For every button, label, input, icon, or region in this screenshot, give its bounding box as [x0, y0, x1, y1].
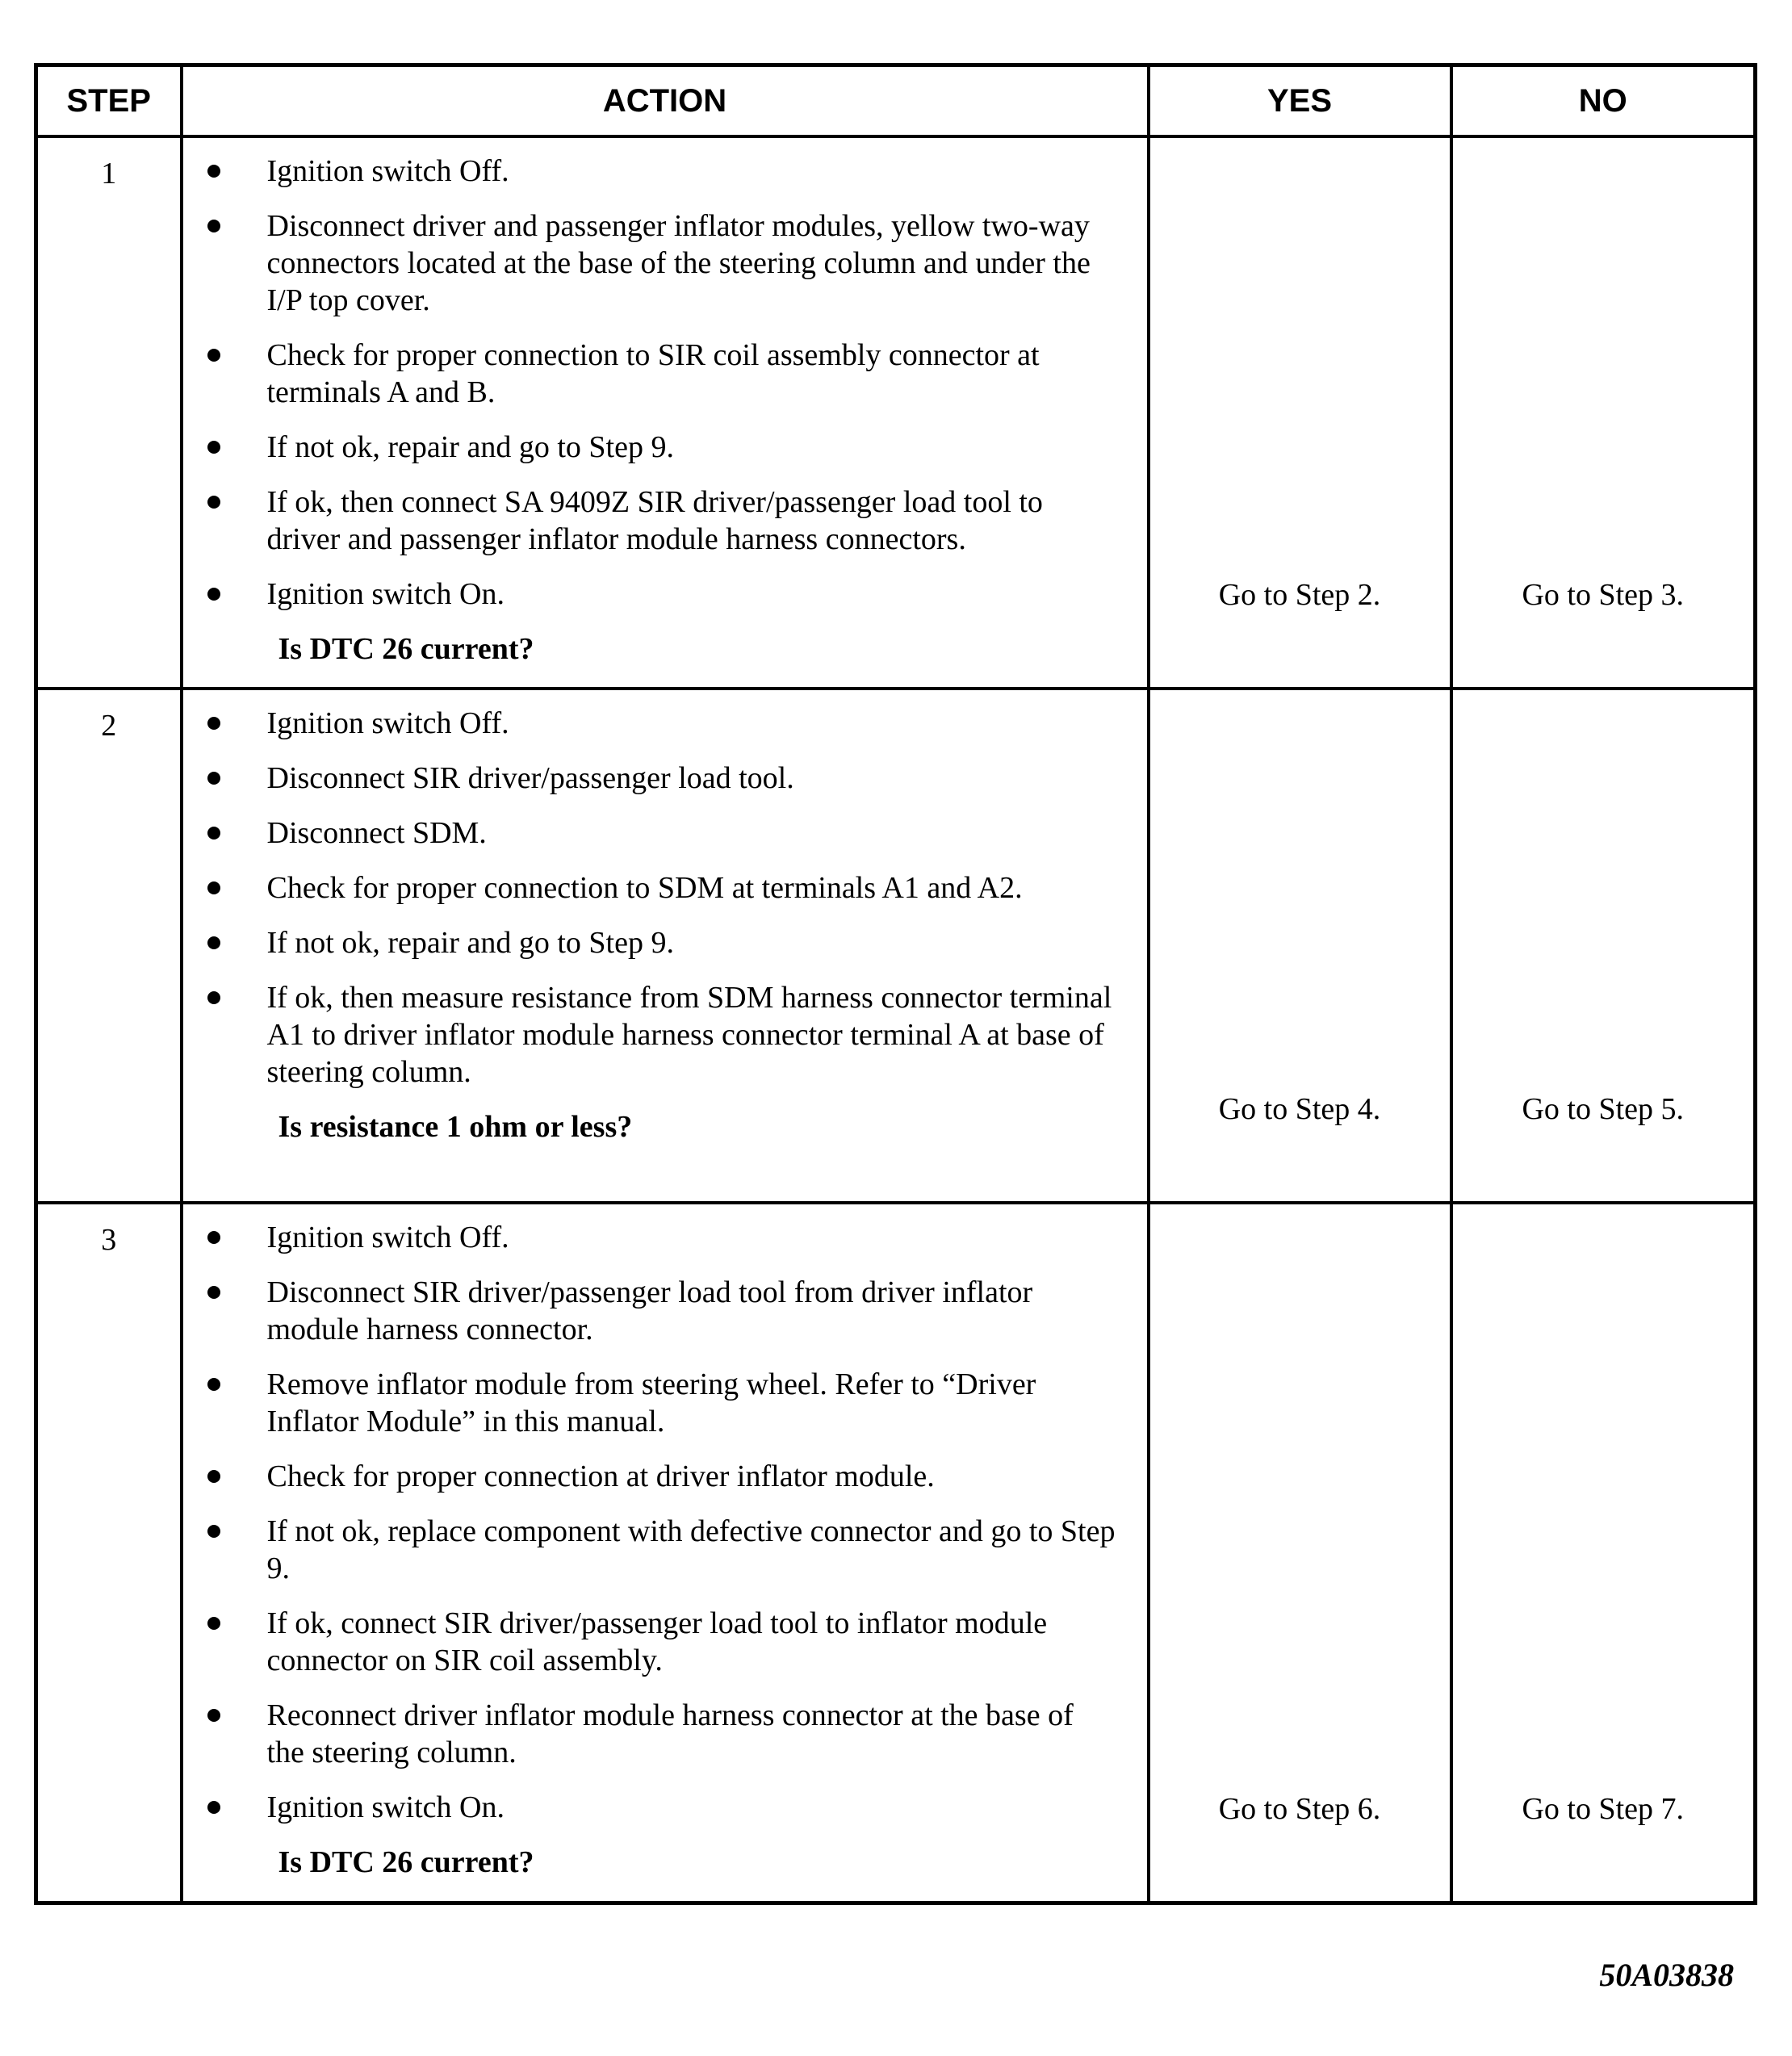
- bullet-icon: [207, 1709, 220, 1722]
- step-question: Is resistance 1 ohm or less?: [278, 1110, 633, 1144]
- step-number: 3: [36, 1203, 182, 1903]
- list-item: Check for proper connection at driver inflator module.: [195, 1458, 1118, 1495]
- bullet-icon: [207, 772, 220, 785]
- bullet-icon: [207, 349, 220, 362]
- action-cell: [182, 689, 1149, 1203]
- bullet-icon: [207, 441, 220, 454]
- list-item: Reconnect driver inflator module harness connector at the base of the steering column.: [195, 1697, 1118, 1771]
- table-row: [36, 136, 1756, 689]
- list-item: Ignition switch Off.: [195, 705, 1118, 742]
- figure-reference-code: 50A03838: [1599, 1957, 1734, 1993]
- list-item: Disconnect driver and passenger inflator modules, yellow two-way connectors located at the base of the steering column and under the I/P top cover.: [195, 207, 1118, 319]
- list-item: Disconnect SDM.: [195, 814, 1118, 852]
- list-item: Remove inflator module from steering wheel. Refer to “Driver Inflator Module” in this manual.: [195, 1366, 1118, 1440]
- action-list: [195, 1219, 1118, 1826]
- table-header-row: [36, 65, 1756, 137]
- list-item: Ignition switch On.: [195, 1789, 1118, 1826]
- no-result: Go to Step 5.: [1451, 689, 1756, 1203]
- list-item: If ok, connect SIR driver/passenger load tool to inflator module connector on SIR coil assembly.: [195, 1605, 1118, 1679]
- no-result: Go to Step 7.: [1451, 1203, 1756, 1903]
- bullet-icon: [207, 220, 220, 232]
- bullet-icon: [207, 165, 220, 178]
- bullet-icon: [207, 1231, 220, 1244]
- action-cell: [182, 136, 1149, 689]
- list-item: Disconnect SIR driver/passenger load tool.: [195, 760, 1118, 797]
- header-action: ACTION: [182, 65, 1149, 137]
- yes-result: Go to Step 4.: [1149, 689, 1451, 1203]
- diagnostic-table: [34, 63, 1757, 1905]
- step-number: 2: [36, 689, 182, 1203]
- bullet-icon: [207, 1470, 220, 1483]
- list-item: Check for proper connection to SDM at terminals A1 and A2.: [195, 869, 1118, 907]
- step-number: 1: [36, 136, 182, 689]
- list-item: If ok, then measure resistance from SDM harness connector terminal A1 to driver inflator module harness connector terminal A at base of steering column.: [195, 979, 1118, 1091]
- header-step: STEP: [36, 65, 182, 137]
- list-item: If not ok, repair and go to Step 9.: [195, 429, 1118, 466]
- list-item: If not ok, replace component with defective connector and go to Step 9.: [195, 1513, 1118, 1587]
- bullet-icon: [207, 1378, 220, 1391]
- list-item: Ignition switch Off.: [195, 1219, 1118, 1256]
- list-item: Ignition switch Off.: [195, 153, 1118, 190]
- bullet-icon: [207, 1525, 220, 1538]
- list-item: If ok, then connect SA 9409Z SIR driver/passenger load tool to driver and passenger inflator module harness connectors.: [195, 484, 1118, 558]
- bullet-icon: [207, 1617, 220, 1630]
- step-question: Is DTC 26 current?: [278, 1845, 534, 1879]
- action-list: [195, 153, 1118, 613]
- no-result: Go to Step 3.: [1451, 136, 1756, 689]
- bullet-icon: [207, 1801, 220, 1814]
- yes-result: Go to Step 6.: [1149, 1203, 1451, 1903]
- table-row: [36, 1203, 1756, 1903]
- bullet-icon: [207, 588, 220, 601]
- bullet-icon: [207, 936, 220, 949]
- list-item: Check for proper connection to SIR coil assembly connector at terminals A and B.: [195, 337, 1118, 411]
- list-item: If not ok, repair and go to Step 9.: [195, 924, 1118, 961]
- list-item: Disconnect SIR driver/passenger load tool from driver inflator module harness connector.: [195, 1274, 1118, 1348]
- step-question: Is DTC 26 current?: [278, 632, 534, 666]
- list-item: Ignition switch On.: [195, 576, 1118, 613]
- table-row: [36, 689, 1756, 1203]
- bullet-icon: [207, 881, 220, 894]
- bullet-icon: [207, 717, 220, 730]
- action-cell: [182, 1203, 1149, 1903]
- header-no: NO: [1451, 65, 1756, 137]
- bullet-icon: [207, 496, 220, 509]
- bullet-icon: [207, 1286, 220, 1299]
- header-yes: YES: [1149, 65, 1451, 137]
- bullet-icon: [207, 991, 220, 1004]
- action-list: [195, 705, 1118, 1091]
- yes-result: Go to Step 2.: [1149, 136, 1451, 689]
- bullet-icon: [207, 827, 220, 840]
